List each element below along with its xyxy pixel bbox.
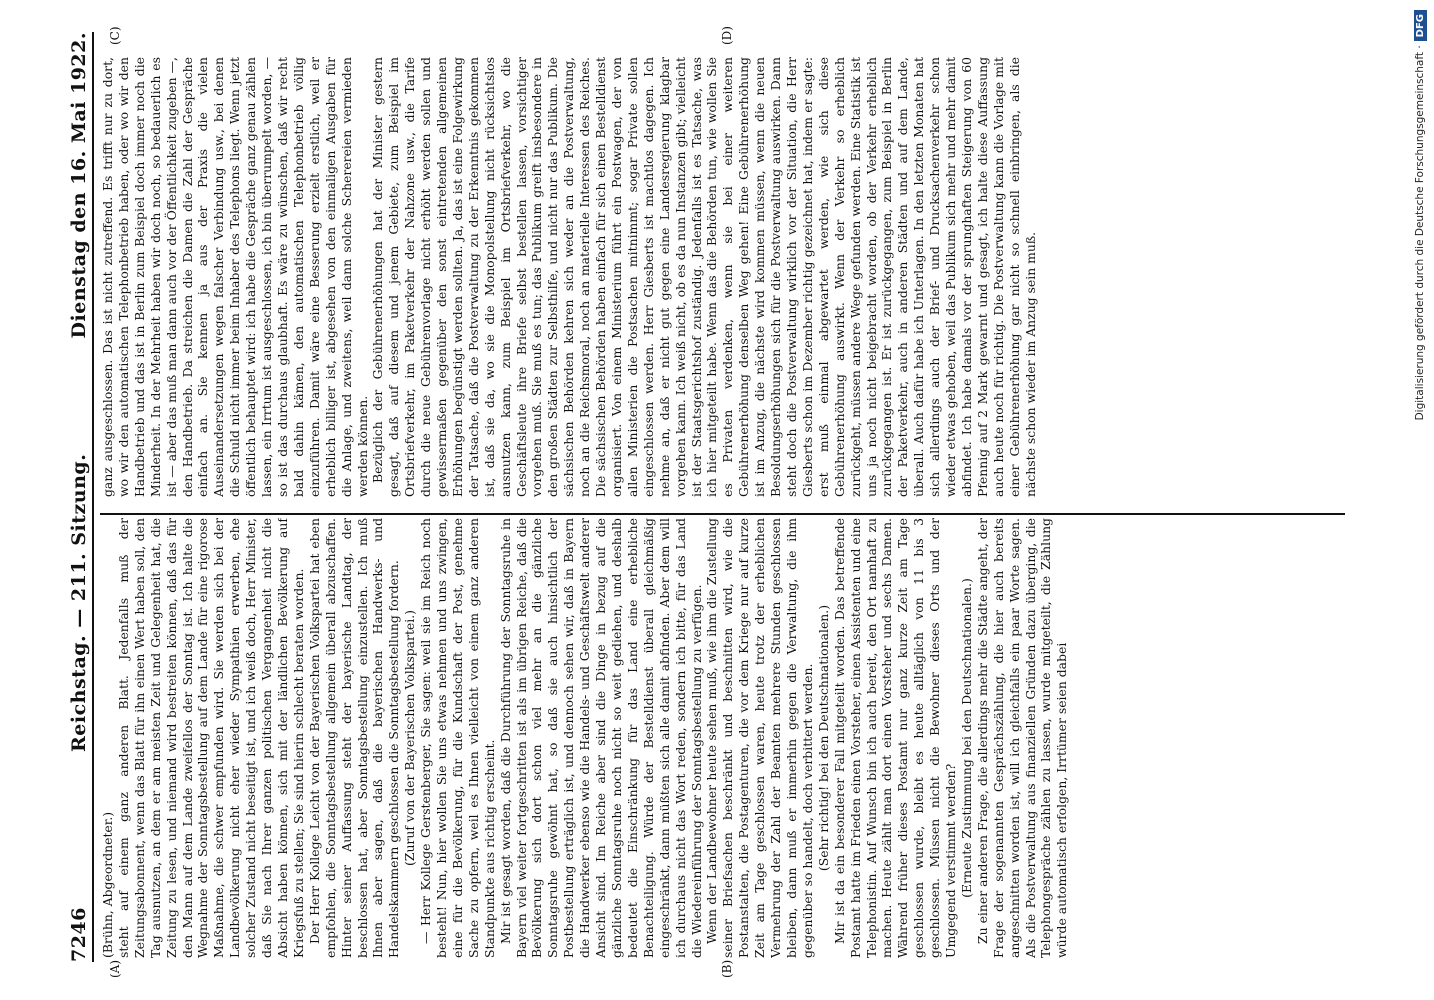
interjection: (Sehr richtig! bei den Deutschnationalen.) (815, 604, 831, 872)
paragraph: steht auf einem ganz anderen Blatt. Jedenfalls muß der Zeitungsabonnent, wenn das Blatt für ihn einen Wert haben soll, den Tag ausnutzen, an dem er am meisten Zeit und Gelegenheit hat, die Zeitung zu lesen, und niemand wird bestreiten können, daß das für den Mann auf dem Lande zweifellos der Sonntag ist. Ich halte die Wegnahme der Sonntagsbestellung auf dem Lande für eine rigorose Maßnahme, die schwer empfunden wird. Sie werden sich bei der Landbevölkerung nicht eher wieder Sympathien erwerben, ehe solcher Zustand nicht beseitigt ist, und ich weiß doch, Herr Minister, daß Sie nach Ihrer ganzen politischen Vergangenheit nicht die Absicht haben können, sich mit der ländlichen Bevölkerung auf Kriegsfuß zu stellen; Sie sind hierin schlecht beraten worden. (115, 518, 306, 958)
header-date: Dienstag den 16. Mai 1922. (68, 32, 90, 339)
column-divider (100, 513, 1345, 515)
header-session: Reichstag. — 211. Sitzung. (68, 453, 90, 752)
paragraph: Zu einer anderen Frage, die allerdings mehr die Städte angeht, der Frage der sogenannten Gesprächszählung, die hier auch bereits angeschnitten worden ist, will ich gleichfalls ein paar Worte sagen. Als die Postverwaltung aus finanziellen Gründen dazu überging, die Telephongespräche zählen zu lassen, wurde mitgeteilt, die Zählung würde automatisch erfolgen, Irrtümer seien dabei (974, 518, 1070, 958)
page-header (62, 32, 94, 962)
paragraph: Mir ist da ein besonderer Fall mitgeteilt worden. Das betreffende Postamt hatte im Frieden einen Vorsteher, einen Assistenten und eine Telephonistin. Auf Wunsch bin ich auch bereit, den Ort namhaft zu machen. Heute zählt man dort einen Vorsteher und sechs Damen. Während früher dieses Postamt nur ganz kurze Zeit am Tage geschlossen wurde, bleibt es heute alltäglich von 11 bis 3 geschlossen. Müssen nicht die Bewohner dieses Orts und der Umgegend verstimmt werden? (831, 518, 959, 958)
paragraph: Der Herr Kollege Leicht von der Bayerischen Volkspartei hat eben empfohlen, die Sonntagsbestellung allgemein überall abzuschaffen. Hinter seiner Auffassung steht der bayerische Landtag, der beschlossen hat, aber Sonntagsbestellung einzustellen. Ich muß Ihnen aber sagen, daß die bayerischen Handwerks- und Handelskammern geschlossen die Sonntagsbestellung fordern. (306, 518, 402, 958)
digitization-note (1410, 0, 1432, 1000)
paragraph: Wenn der Landbewohner heute sehen muß, wie ihm die Zustellung seiner Briefsachen beschränkt und beschnitten wird, wie die Postanstalten, die Postagenturen, die vor dem Kriege nur auf kurze Zeit am Tage geschlossen waren, heute trotz der erheblichen Vermehrung der Zahl der Beamten mehrere Stunden geschlossen bleiben, dann muß er immerhin gegen die Verwaltung, die ihm gegenüber so handelt, doch verbittert werden. (704, 518, 815, 958)
margin-marker-a: (A) (108, 959, 122, 978)
margin-marker-c: (C) (108, 26, 122, 45)
page-number: 7246 (68, 907, 90, 962)
paragraph: Mir ist gesagt worden, daß die Durchführung der Sonntagsruhe in Bayern viel weiter fortgeschritten ist als im übrigen Reiche, daß die Bevölkerung sich dort schon viel mehr an die gänzliche Sonntagsruhe gewöhnt hat, so daß sie auch hinsichtlich der Postbestellung erträglich ist, und dennoch sehen wir, daß in Bayern die Handwerker ebenso wie die Handels- und Geschäftswelt anderer Ansicht sind. Im Reiche aber sind die Dinge in bezug auf die gänzliche Sonntagsruhe noch nicht so weit gediehen, und deshalb bedeutet die Einschränkung für das Land eine erhebliche Benachteiligung. Würde der Bestelldienst überall gleichmäßig eingeschränkt, dann müßten sich alle damit abfinden. Aber dem will ich durchaus nicht das Wort reden, sondern ich bitte, für das Land die Wiedereinführung der Sonntagsbestellung zu verfügen. (497, 518, 704, 958)
paragraph: — Herr Kollege Gerstenberger, Sie sagen: weil sie im Reich noch besteht! Nun, hier wollen Sie uns etwas nehmen und uns zwingen, eine für die Bevölkerung, für die Kundschaft der Post, genehme Sache zu opfern, weil es Ihnen vielleicht von einem ganz anderen Standpunkte aus richtig erscheint. (418, 518, 497, 958)
margin-marker-b: (B) (720, 959, 734, 978)
paragraph: ganz ausgeschlossen. Das ist nicht zutreffend. Es trifft nur zu dort, wo wir den automatischen Telephonbetrieb haben, oder wo wir den Handbetrieb und das ist in Berlin zum Beispiel doch immer noch die Minderheit. In der Mehrheit haben wir doch noch, so bedauerlich es ist — aber das muß man dann auch vor der Öffentlichkeit zugeben —, den Handbetrieb. Da streichen die Damen die Zahl der Gespräche einfach an. Sie kennen ja aus der Praxis die vielen Auseinandersetzungen wegen falscher Verbindung usw., bei denen die Schuld nicht immer beim Inhaber des Telephons liegt. Wenn jetzt öffentlich behauptet wird: ich habe die Gespräche ganz genau zählen lassen, ein Irrtum ist ausgeschlossen, ich bin überrumpelt worden, — so ist das durchaus glaubhaft. Es wäre zu wünschen, daß wir recht bald dahin kämen, den automatischen Telephonbetrieb völlig einzuführen. Damit wäre eine Besserung erzielt erstlich, weil er erheblich billiger ist, abgesehen von den einmaligen Ausgaben für die Anlage, und zweitens, weil dann solche Scherereien vermieden werden können. (100, 57, 370, 497)
dfg-logo: DFG (1414, 10, 1427, 41)
right-column (100, 57, 1345, 497)
interjection: (Erneute Zustimmung bei den Deutschnationalen.) (958, 578, 974, 898)
paragraph: Bezüglich der Gebührenerhöhungen hat der Minister gestern gesagt, daß auf diesem und jenem Gebiete, zum Beispiel im Ortsbriefverkehr, im Paketverkehr der Nahzone usw., die Tarife durch die neue Gebührenvorlage nicht erhöht werden sollen und gewissermaßen gegenüber den sonst eintretenden allgemeinen Erhöhungen begünstigt werden sollten. Ja, das ist eine Folgewirkung der Tatsache, daß die Postverwaltung zu der Erkenntnis gekommen ist, daß sie da, wo sie die Monopolstellung nicht rücksichtslos ausnutzen kann, zum Beispiel im Ortsbriefverkehr, wo die Geschäftsleute ihre Briefe selbst bestellen lassen, vorsichtiger vorgehen muß. Sie muß es tun; das Publikum greift insbesondere in den großen Städten zur Selbsthilfe, und nicht nur das Publikum. Die sächsischen Behörden kehren sich weder an die Postverwaltung, noch an die Reichsmoral, noch an materielle Interessen des Reiches. Die sächsischen Behörden haben einfach für sich einen Bestelldienst organisiert. Von einem Ministerium führt ein Postwagen, der von allen Ministerien die Postsachen mitnimmt; sogar Private sollen eingeschlossen werden. Herr Giesberts ist machtlos dagegen. Ich nehme an, daß er nicht gut gegen eine Landesregierung klagbar vorgehen kann. Ich weiß nicht, ob es da nun Instanzen gibt; vielleicht ist der Staatsgerichtshof zuständig. Jedenfalls ist es Tatsache, was ich hier mitgeteilt habe. Wenn das die Behörden tun, wie wollen Sie es Privaten verdenken, wenn sie bei einer weiteren Gebührenerhöhung denselben Weg gehen! Eine Gebührenerhöhung ist im Anzug, die nächste wird kommen müssen, wenn die neuen Besoldungserhöhungen sich für die Postverwaltung auswirken. Dann steht doch die Postverwaltung wirklich vor der Situation, die Herr Giesberts schon im Dezember richtig gezeichnet hat, indem er sagte: erst muß einmal abgewartet werden, wie sich diese Gebührenerhöhung auswirkt. Wenn der Verkehr so erheblich zurückgeht, müssen andere Wege gefunden werden. Eine Statistik ist uns ja noch nicht beigebracht worden, ob der Verkehr erheblich zurückgegangen ist. Er ist zurückgegangen, zum Beispiel in Berlin der Paketverkehr, auch in anderen Städten und auf dem Lande, überall. Auch dafür habe ich Unterlagen. In den letzten Monaten hat sich allerdings auch der Brief- und Drucksachenverkehr schon wieder etwas gehoben, weil das Publikum sich mehr und mehr damit abfindet. Ich habe damals vor der sprunghaften Steigerung von 60 Pfennig auf 2 Mark gewarnt und gesagt, ich halte diese Auffassung auch heute noch für richtig. Die Postverwaltung kann die Vorlage mit einer Gebührenerhöhung gar nicht so schnell einbringen, als die nächste schon wieder im Anzug sein muß. (370, 57, 1038, 497)
speaker-line: (Brühn, Abgeordneter.) (100, 811, 115, 958)
margin-marker-d: (D) (720, 26, 734, 45)
left-column (100, 518, 1345, 958)
footer-text: Digitalisierung gefördert durch die Deutsche Forschungsgemeinschaft · (1414, 45, 1426, 421)
interjection: (Zuruf von der Bayerischen Volkspartei.) (402, 610, 418, 866)
